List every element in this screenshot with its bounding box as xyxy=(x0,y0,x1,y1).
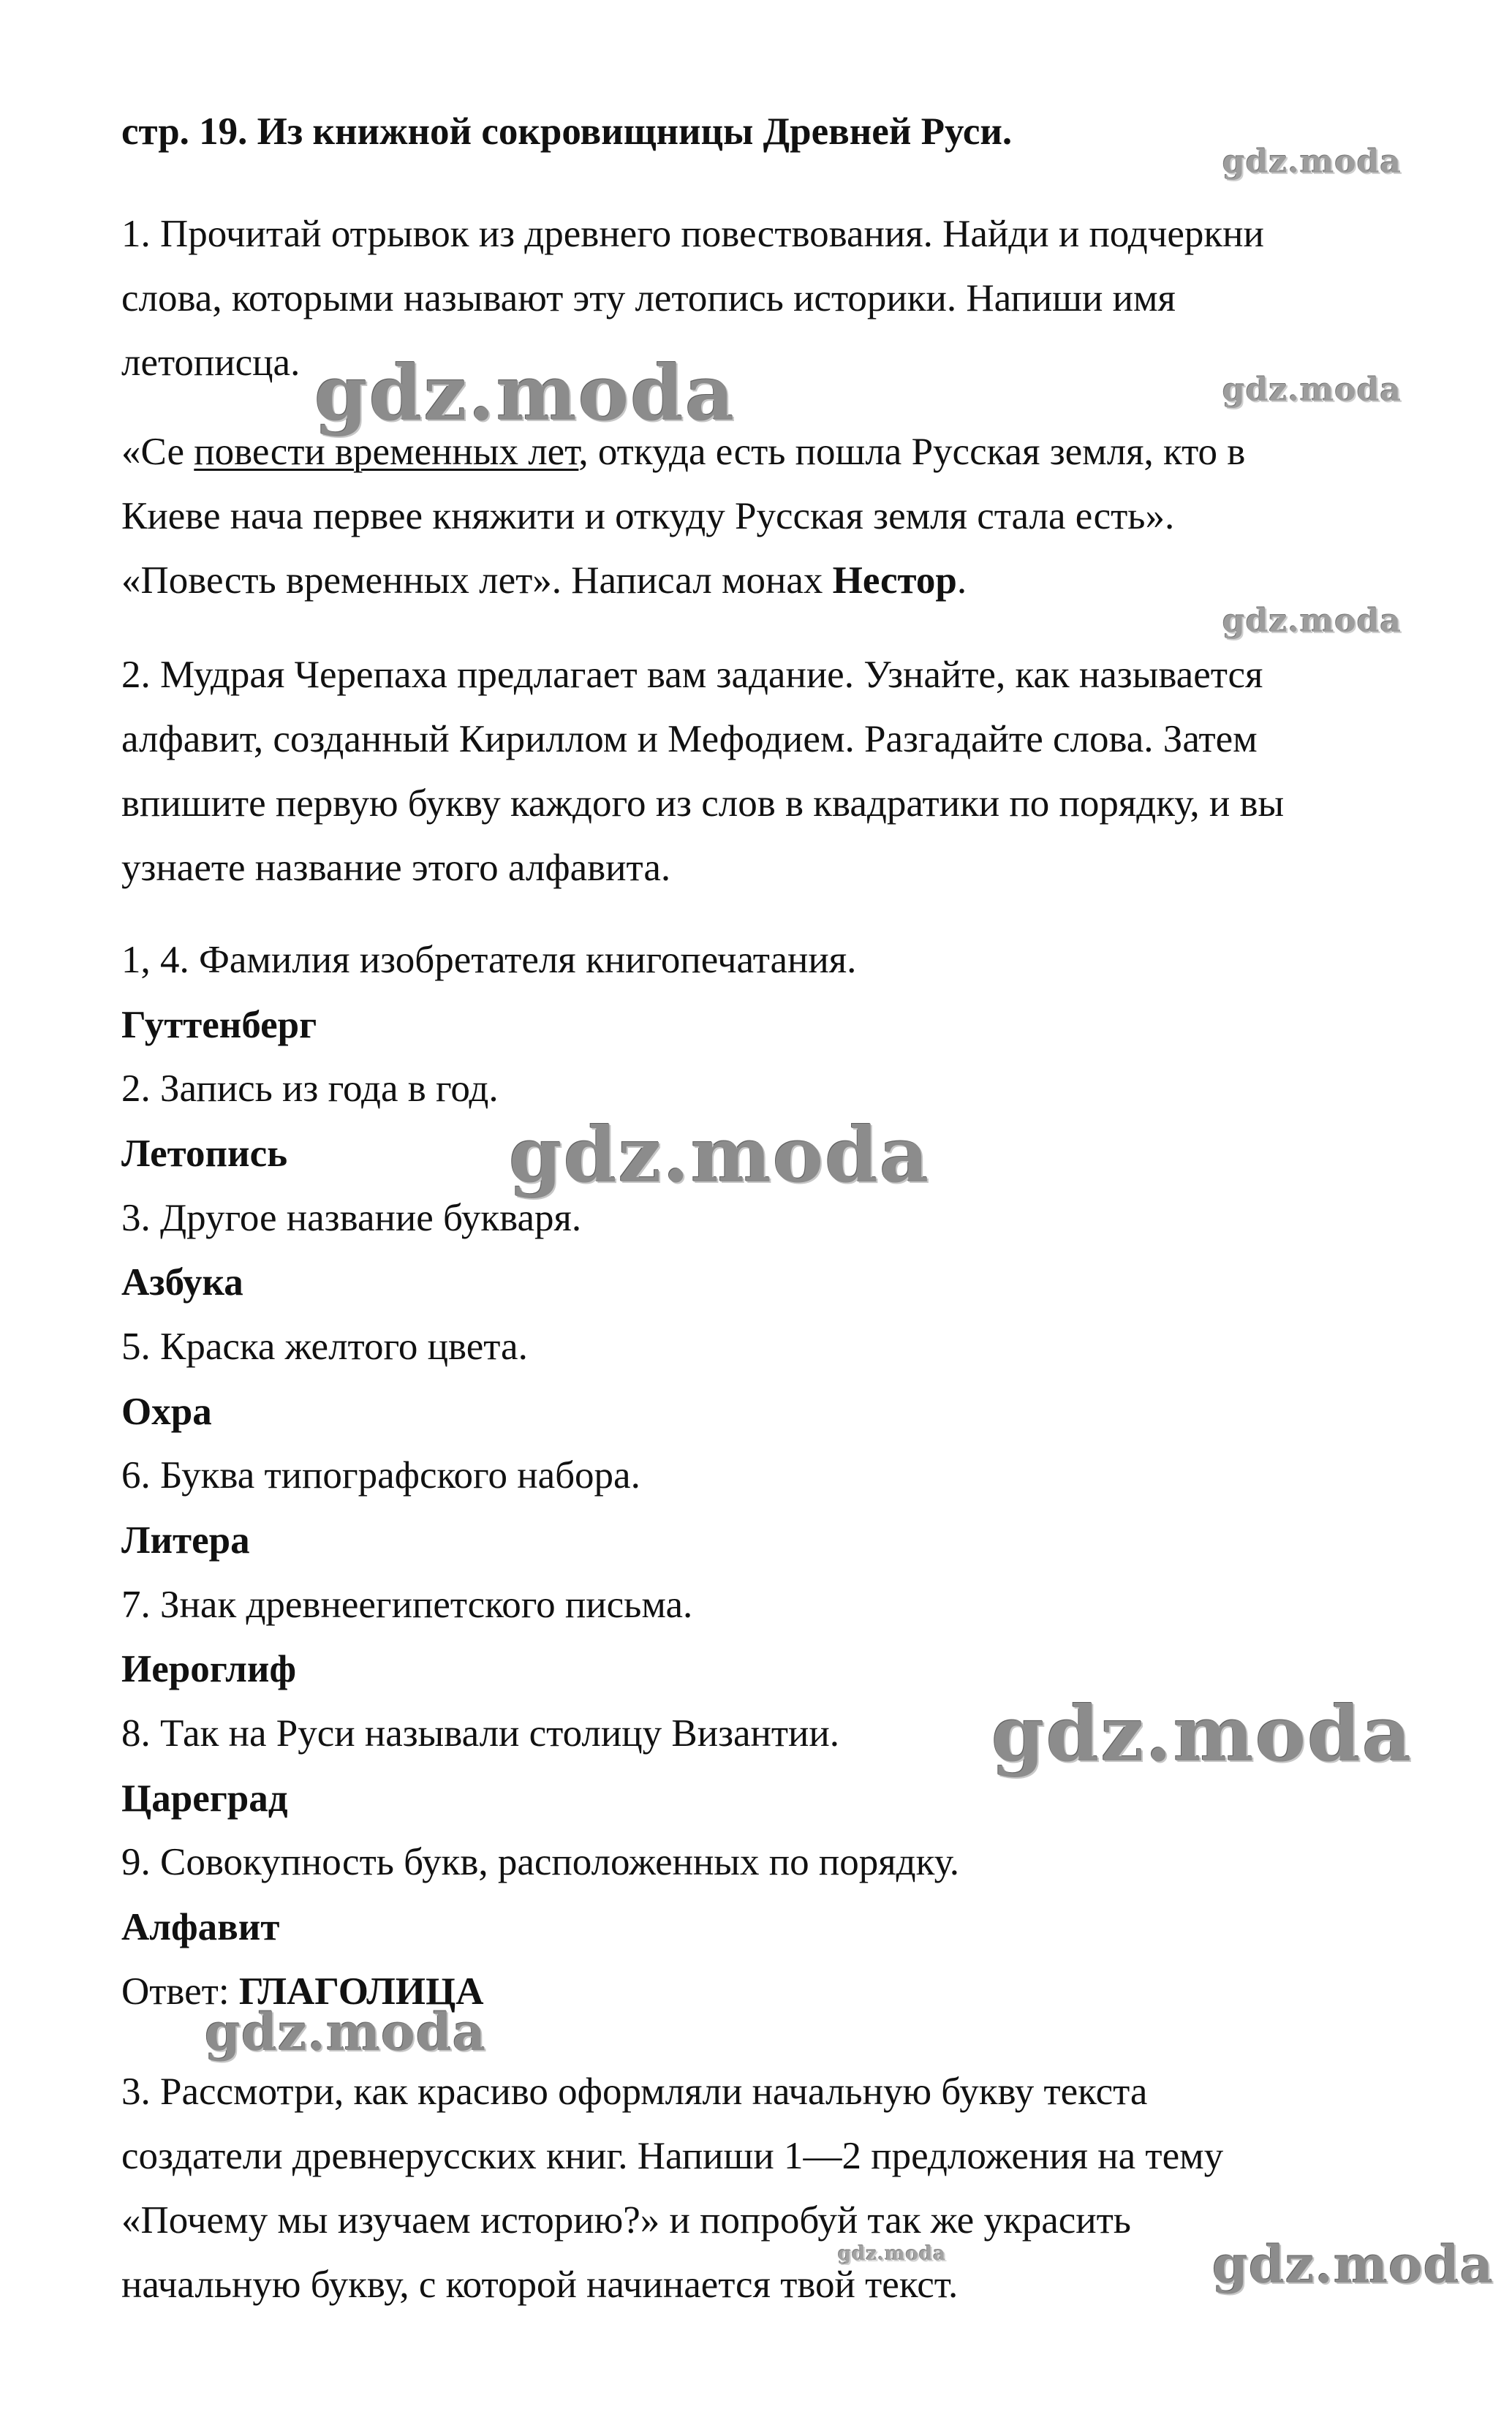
task3-line-2: создатели древнерусских книг. Напиши 1—2 предложения на тему xyxy=(121,2135,1224,2177)
answer-prefix: «Повесть временных лет». Написал монах xyxy=(121,559,833,602)
quote-underlined-phrase: повести временных лет xyxy=(194,431,579,473)
clue-7-question: 8. Так на Руси называли столицу Византии. xyxy=(121,1712,840,1755)
clue-2-answer: Летопись xyxy=(121,1132,288,1175)
watermark-logo: gdz.moda xyxy=(1222,602,1402,640)
clue-1-answer: Гуттенберг xyxy=(121,1004,317,1046)
watermark-logo: gdz.moda xyxy=(991,1689,1413,1779)
page-title: стр. 19. Из книжной сокровищницы Древней Руси. xyxy=(121,110,1013,153)
task1-line-3: летописца. xyxy=(121,341,300,384)
watermark-logo: gdz.moda xyxy=(838,2243,947,2265)
clue-4-question: 5. Краска желтого цвета. xyxy=(121,1325,528,1368)
task2-line-4: узнаете название этого алфавита. xyxy=(121,847,671,889)
watermark-logo: gdz.moda xyxy=(1212,2234,1494,2295)
clue-5-question: 6. Буква типографского набора. xyxy=(121,1454,640,1497)
clue-7-answer: Цареград xyxy=(121,1777,288,1820)
task3-line-1: 3. Рассмотри, как красиво оформляли начальную букву текста xyxy=(121,2070,1148,2113)
answer-suffix: . xyxy=(956,559,967,602)
watermark-logo: gdz.moda xyxy=(1222,371,1402,409)
clue-1-question: 1, 4. Фамилия изобретателя книгопечатания. xyxy=(121,939,857,981)
clue-6-answer: Иероглиф xyxy=(121,1648,297,1690)
quote-start: «Се xyxy=(121,431,194,473)
clue-2-question: 2. Запись из года в год. xyxy=(121,1067,499,1110)
quote-line-2: Киеве нача первее княжити и откуду Русская земля стала есть». xyxy=(121,495,1175,537)
clue-3-answer: Азбука xyxy=(121,1261,243,1304)
answer-label: Ответ: xyxy=(121,1970,239,2013)
clue-5-answer: Литера xyxy=(121,1519,250,1562)
chronicler-name: Нестор xyxy=(832,559,957,602)
answer-value: ГЛАГОЛИЦА xyxy=(238,1970,484,2013)
task1-line-2: слова, которыми называют эту летопись историки. Напиши имя xyxy=(121,277,1176,319)
task2-line-2: алфавит, созданный Кириллом и Мефодием. Разгадайте слова. Затем xyxy=(121,718,1258,760)
task3-line-4: начальную букву, с которой начинается твой текст. xyxy=(121,2264,959,2306)
task1-answer xyxy=(121,559,967,602)
watermark-logo: gdz.moda xyxy=(205,2002,487,2062)
watermark-logo: gdz.moda xyxy=(314,348,736,438)
task2-line-1: 2. Мудрая Черепаха предлагает вам задание. Узнайте, как называется xyxy=(121,654,1263,696)
clue-3-question: 3. Другое название букваря. xyxy=(121,1197,582,1239)
quote-rest: , откуда есть пошла Русская земля, кто в xyxy=(578,431,1246,473)
watermark-logo: gdz.moda xyxy=(509,1110,931,1200)
task3-line-3: «Почему мы изучаем историю?» и попробуй так же украсить xyxy=(121,2199,1131,2242)
clue-4-answer: Охра xyxy=(121,1391,212,1433)
task1-line-1: 1. Прочитай отрывок из древнего повествования. Найди и подчеркни xyxy=(121,213,1264,255)
task2-line-3: впишите первую букву каждого из слов в квадратики по порядку, и вы xyxy=(121,782,1285,825)
clue-6-question: 7. Знак древнеегипетского письма. xyxy=(121,1584,693,1626)
watermark-logo: gdz.moda xyxy=(1222,143,1402,181)
clue-8-answer: Алфавит xyxy=(121,1906,280,1948)
clue-8-question: 9. Совокупность букв, расположенных по порядку. xyxy=(121,1841,960,1883)
